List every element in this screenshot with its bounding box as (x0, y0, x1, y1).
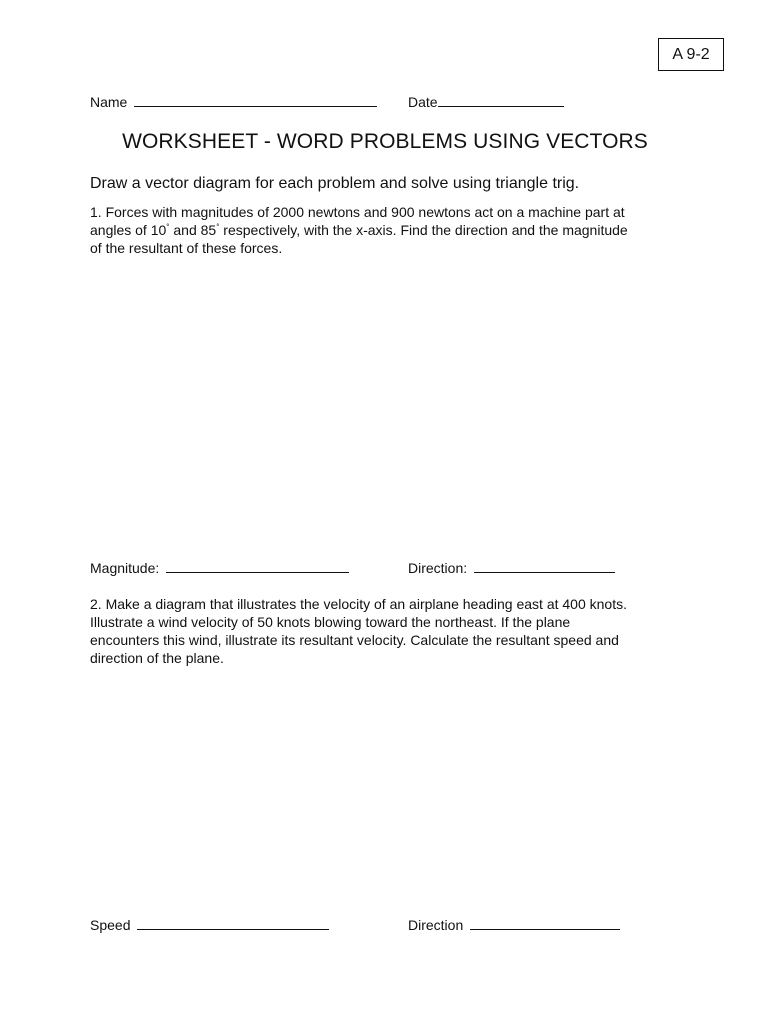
degree-mark: ° (216, 222, 220, 232)
name-blank-line[interactable] (134, 94, 377, 107)
worksheet-code: A 9-2 (672, 46, 710, 63)
problem-2-line: 2. Make a diagram that illustrates the velocity of an airplane heading east at 400 knots. (90, 596, 627, 612)
problem-1-text (90, 203, 690, 257)
instructions: Draw a vector diagram for each problem and solve using triangle trig. (90, 175, 580, 192)
degree-mark: ° (166, 222, 170, 232)
direction-field-1 (408, 559, 615, 577)
speed-blank-line[interactable] (137, 917, 329, 930)
worksheet-code-box (658, 38, 724, 71)
page-title: WORKSHEET - WORD PROBLEMS USING VECTORS (122, 130, 648, 153)
direction-field-2 (408, 916, 620, 934)
name-field (90, 93, 377, 111)
problem-2-line: Illustrate a wind velocity of 50 knots blowing toward the northeast. If the plane (90, 614, 571, 630)
problem-2-text (90, 595, 690, 667)
direction-label-2: Direction (408, 917, 464, 933)
magnitude-field (90, 559, 349, 577)
date-blank-line[interactable] (438, 94, 564, 107)
magnitude-blank-line[interactable] (166, 560, 349, 573)
date-field (408, 93, 564, 111)
problem-1-line: 1. Forces with magnitudes of 2000 newtons and 900 newtons act on a machine part at (90, 204, 625, 220)
problem-1-line: of the resultant of these forces. (90, 240, 283, 256)
date-label: Date (408, 94, 438, 110)
speed-field (90, 916, 329, 934)
direction-blank-line-1[interactable] (474, 560, 615, 573)
speed-label: Speed (90, 917, 131, 933)
problem-2-line: direction of the plane. (90, 650, 224, 666)
problem-2-line: encounters this wind, illustrate its resultant velocity. Calculate the resultant speed and (90, 632, 619, 648)
direction-blank-line-2[interactable] (470, 917, 620, 930)
magnitude-label: Magnitude: (90, 560, 160, 576)
name-label: Name (90, 94, 128, 110)
direction-label-1: Direction: (408, 560, 468, 576)
problem-1-line: angles of 10° and 85° respectively, with the x-axis. Find the direction and the magnitude (90, 222, 628, 238)
